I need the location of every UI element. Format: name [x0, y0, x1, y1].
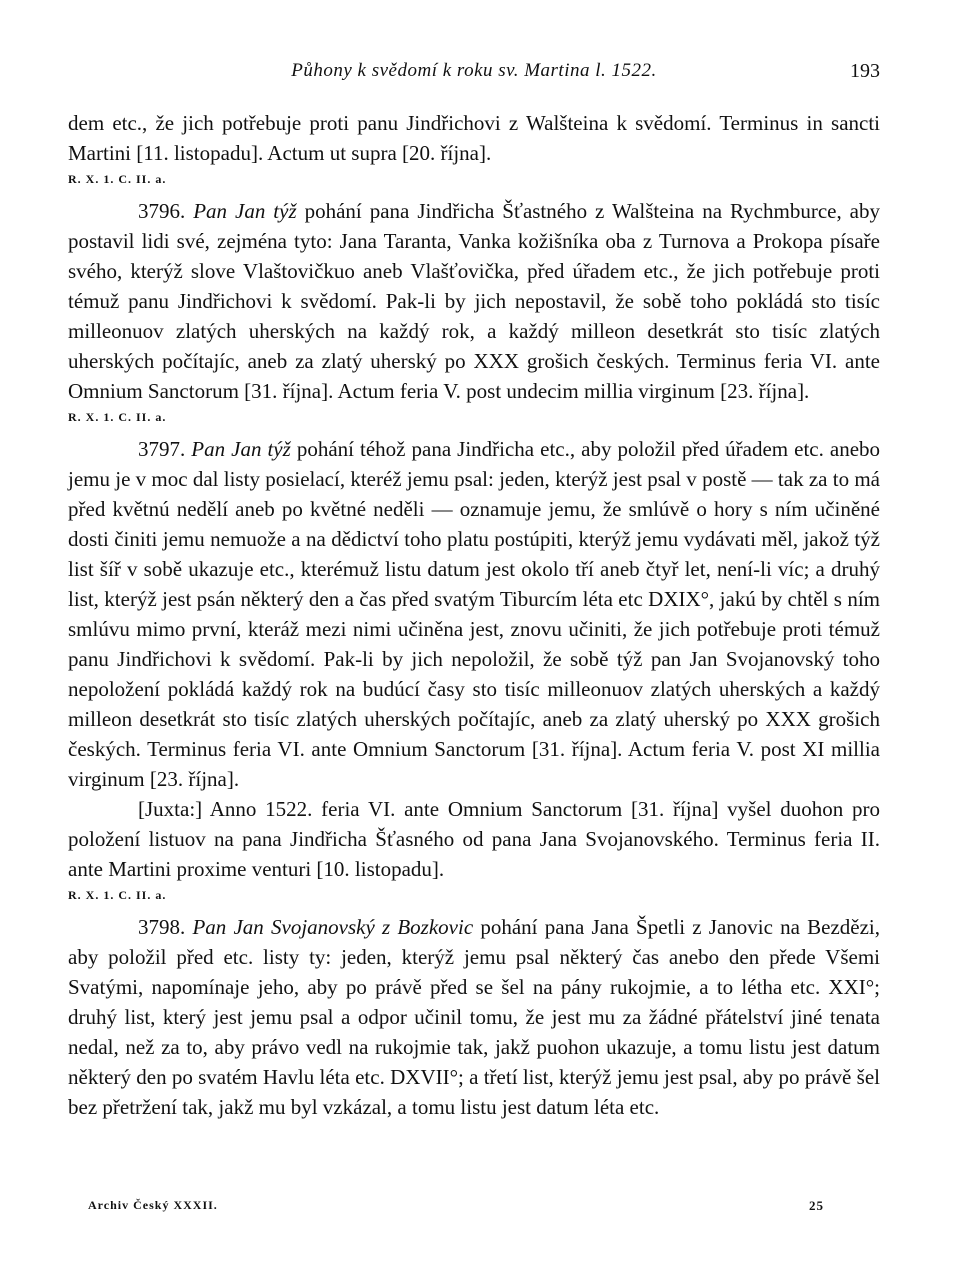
entry-party: Pan Jan týž: [193, 199, 297, 223]
entry-text: pohání téhož pana Jindřicha etc., aby položil před úřadem etc. anebo jemu je v moc dal listy posielací, kteréž jemu psal: jeden, kterýž jest psal v postě — tak za to má před květnú nedělí aneb po květné neděli — oznamuje jemu, že smlúvě o hory s ním učiněné dosti činiti jemu nemuože a na dědictví toho platu postúpiti, kterýž jemu vydávati měl, jakož týž list šíř v sobě ukazuje etc., kterémuž listu datum jest okolo tří aneb čtyř let, není-li víc; a druhý list, kterýž jest psán některý den a čas před svatým Tiburcím léta etc DXIX°, jakú by chtěl s ním smlúvu mimo první, kteráž mezi nimi učiněna jest, znovu učiniti, že jich potřebuje proti témuž panu Jindřichovi k svědomí. Pak-li by jich nepoložil, že sobě týž pan Jan Svojanovský toho nepoložení pokládá každý rok na budúcí časy sto tisíc milleonuov zlatých uherských a každý milleon desetkrát sto tisíc zlatých uherských počítajíc, aneb za zlatý uherský po XXX grošich českých. Terminus feria VI. ante Omnium Sanctorum [31. října]. Actum feria V. post XI millia virginum [23. října].: [68, 437, 881, 791]
archive-signature: R. X. 1. C. II. a.: [68, 888, 167, 902]
juxta-note: [Juxta:] Anno 1522. feria VI. ante Omnium Sanctorum [31. října] vyšel duohon pro položení listuov na pana Jindřicha Šťasného od pana Jana Svojanovského. Terminus feria II. ante Martini proxime venturi [10. listopadu].: [68, 797, 880, 881]
document-body: [68, 108, 880, 1122]
archive-signature: R. X. 1. C. II. a.: [68, 410, 167, 424]
sheet-number: 25: [809, 1198, 824, 1213]
paragraph-continued: dem etc., že jich potřebuje proti panu Jindřichovi z Walšteina k svědomí. Terminus in sancti Martini [11. listopadu]. Actum ut supra [20. října].: [68, 111, 880, 165]
entry-number: 3797.: [138, 437, 186, 461]
entry-number: 3796.: [138, 199, 186, 223]
entry-text: pohání pana Jindřicha Šťastného z Walšteina na Rychmburce, aby postavil lidi své, zejména tyto: Jana Taranta, Vanka kožišníka oba z Turnova a Prokopa písaře svého, kterýž slove Vlaštovičkuo aneb Vlašťovička, před úřadem etc., že jich potřebuje proti témuž panu Jindřichovi k svědomí. Pak-li by jich nepostavil, že sobě toho pokládá sto tisíc milleonuov zlatých uherských na každý rok, a každý milleon desetkrát sto tisíc zlatých uherských počítajíc, aneb za zlatý uherský po XXX grošich českých. Terminus feria VI. ante Omnium Sanctorum [31. října]. Actum feria V. post undecim millia virginum [23. října].: [68, 199, 880, 403]
page-number: 193: [850, 60, 880, 82]
entry-party: Pan Jan Svojanovský z Bozkovic: [192, 915, 474, 939]
entry-3796: [68, 196, 880, 406]
page-footer: [68, 1198, 880, 1222]
archive-signature: R. X. 1. C. II. a.: [68, 172, 167, 186]
entry-3797: [68, 434, 880, 794]
entry-party: Pan Jan týž: [191, 437, 291, 461]
page-header: [68, 60, 880, 90]
running-title: Půhony k svědomí k roku sv. Martina l. 1522.: [291, 60, 657, 81]
entry-3798: [68, 912, 880, 1122]
entry-number: 3798.: [138, 915, 186, 939]
footer-signature: Archiv Český XXXII.: [88, 1198, 218, 1212]
entry-text: pohání pana Jana Špetli z Janovic na Bezdězi, aby položil před etc. listy ty: jeden, kterýž jemu psal některý čas anebo den přede Všemi Svatými, napomínaje jeho, aby po právě před se šel na pány rukojmie, a to létha etc. XXI°; druhý list, který jest jemu psal a odpor učinil tomu, že jest mu za žádné přátelství jiné tenata nedal, než za to, aby právo vedl na rukojmie tak, jakž puohon ukazuje, a tomu listu jest datum některý den po svatém Havlu léta etc. DXVII°; a třetí list, kterýž jemu jest psal, aby po právě šel bez přetržení tak, jakž mu byl vzkázal, a tomu listu jest datum léta etc.: [68, 915, 881, 1119]
